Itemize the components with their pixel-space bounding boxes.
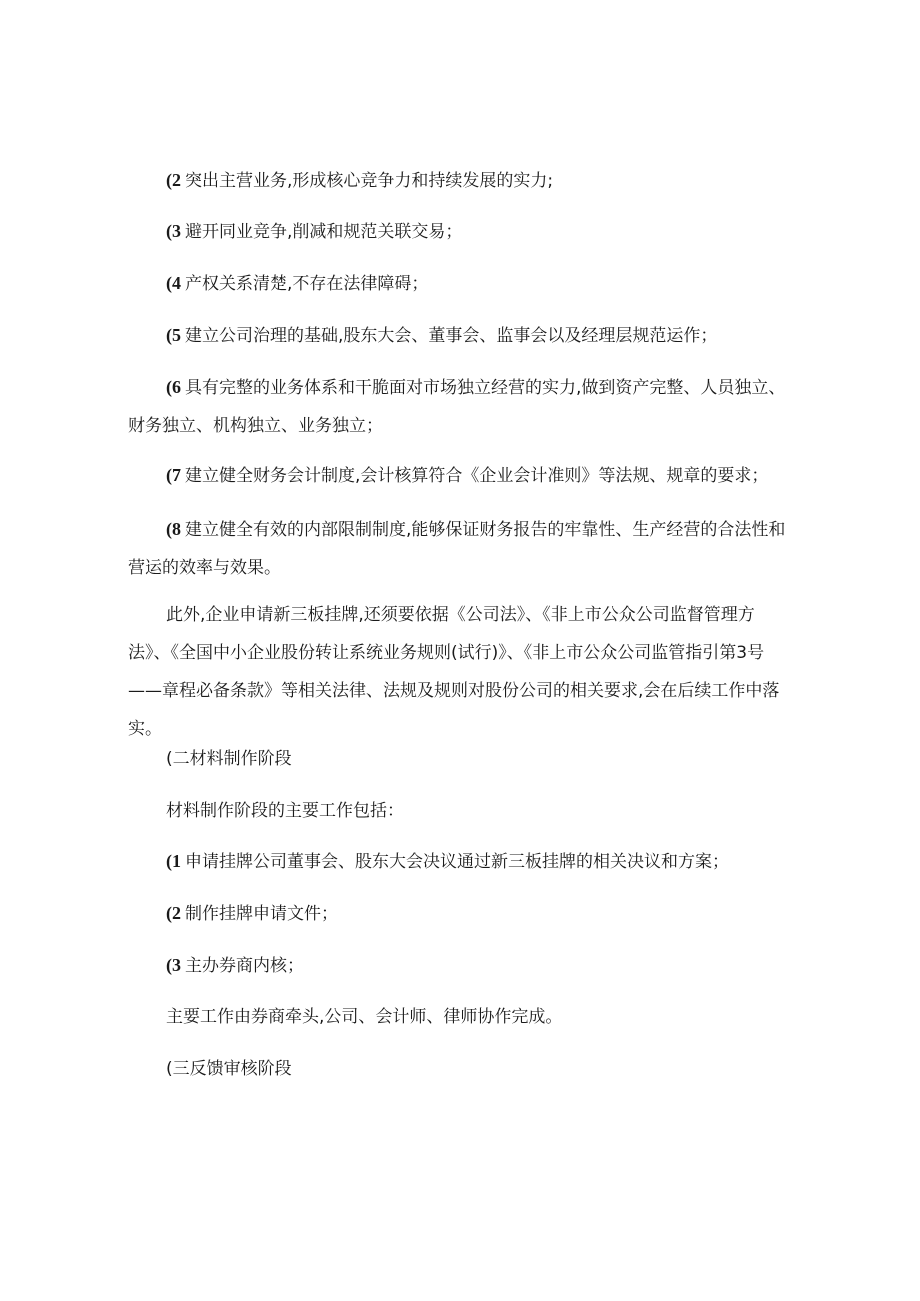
- item-text: 产权关系清楚,不存在法律障碍；: [185, 274, 429, 294]
- item-number: (3: [166, 221, 181, 241]
- item-text: 申请挂牌公司董事会、股东大会决议通过新三板挂牌的相关决议和方案；: [185, 852, 729, 872]
- item-number: (2: [166, 170, 181, 190]
- section-heading: (二材料制作阶段: [166, 749, 292, 769]
- list-item: [166, 212, 794, 251]
- list-item: [128, 368, 794, 445]
- item-number: (7: [166, 465, 181, 485]
- list-item: [166, 894, 794, 933]
- item-number: (2: [166, 903, 181, 923]
- item-text: 避开同业竞争,削减和规范关联交易；: [185, 222, 463, 242]
- list-item: [166, 161, 794, 200]
- list-item: [166, 946, 794, 985]
- item-text: 建立公司治理的基础,股东大会、董事会、监事会以及经理层规范运作；: [185, 326, 718, 346]
- section-note: 主要工作由券商牵头,公司、会计师、律师协作完成。: [166, 1007, 563, 1027]
- list-item: [166, 842, 794, 881]
- item-number: (4: [166, 273, 181, 293]
- item-number: (8: [166, 519, 181, 539]
- section-intro: 材料制作阶段的主要工作包括：: [166, 801, 404, 821]
- item-text: 突出主营业务,形成核心竞争力和持续发展的实力;: [185, 171, 554, 191]
- item-number: (1: [166, 851, 181, 871]
- list-item: [166, 456, 794, 495]
- item-text: 制作挂牌申请文件；: [185, 904, 338, 924]
- section-heading: (三反馈审核阶段: [166, 1059, 292, 1079]
- item-text: 建立健全财务会计制度,会计核算符合《企业会计准则》等法规、规章的要求；: [185, 466, 769, 486]
- list-item: [128, 510, 794, 587]
- item-text: 具有完整的业务体系和干脆面对市场独立经营的实力,做到资产完整、人员独立、财务独立、机构独立、业务独立；: [128, 378, 786, 436]
- item-text: 建立健全有效的内部限制制度,能够保证财务报告的牢靠性、生产经营的合法性和营运的效率与效果。: [128, 520, 786, 578]
- list-item: [166, 264, 794, 303]
- list-item: [166, 316, 794, 355]
- item-number: (5: [166, 325, 181, 345]
- item-number: (6: [166, 377, 181, 397]
- item-text: 主办券商内核；: [185, 956, 304, 976]
- additional-requirements-paragraph: 此外,企业申请新三板挂牌,还须要依据《公司法》、《非上市公众公司监督管理方法》、《全国中小企业股份转让系统业务规则(试行)》、《非上市公众公司监管指引第3号——章程必备条款》等相关法律、法规及规则对股份公司的相关要求,会在后续工作中落实。: [128, 605, 780, 739]
- item-number: (3: [166, 955, 181, 975]
